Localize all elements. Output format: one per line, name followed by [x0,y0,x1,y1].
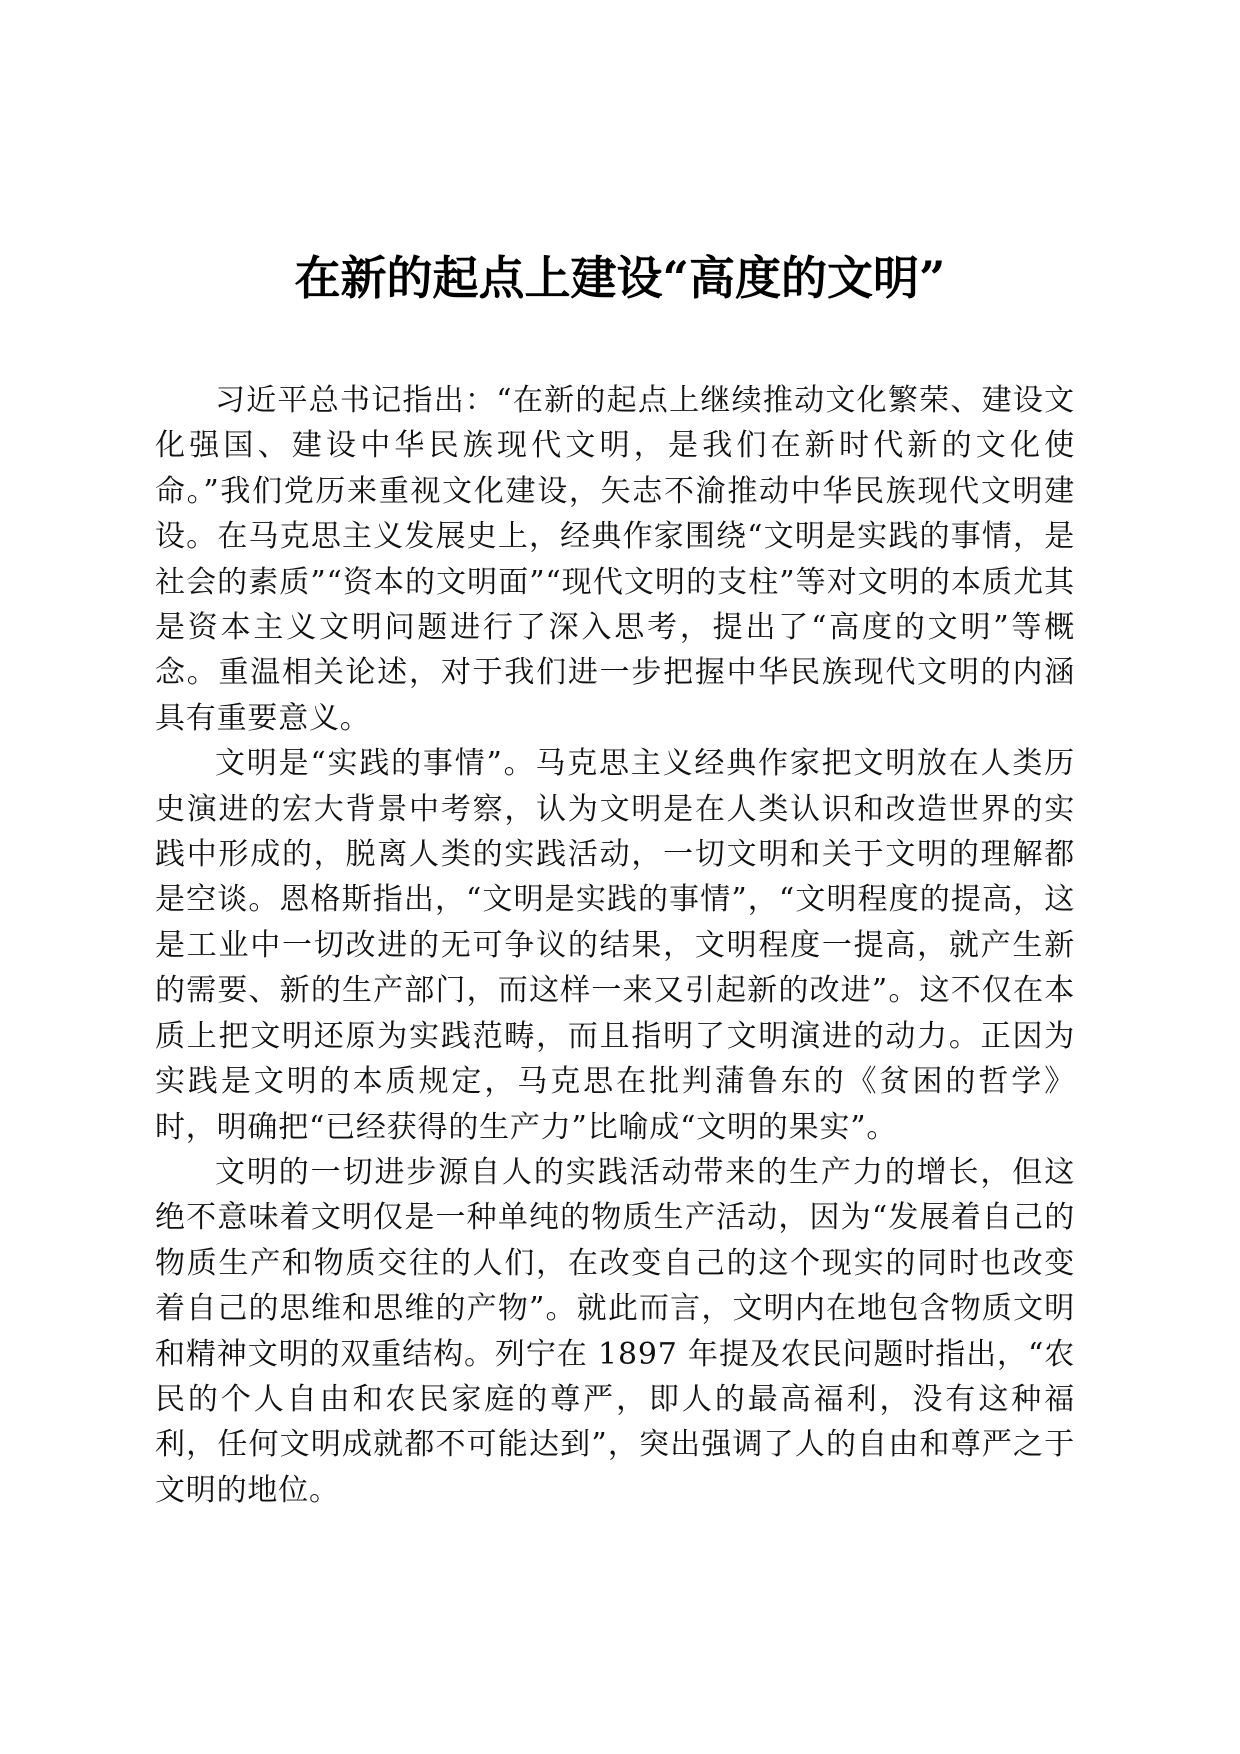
paragraph-2: 文明是“实践的事情”。马克思主义经典作家把文明放在人类历史演进的宏大背景中考察，认为文明是在人类认识和改造世界的实践中形成的，脱离人类的实践活动，一切文明和关于文明的理解都是空谈。恩格斯指出，“文明是实践的事情”，“文明程度的提高，这是工业中一切改进的无可争议的结果，文明程度一提高，就产生新的需要、新的生产部门，而这样一来又引起新的改进”。这不仅在本质上把文明还原为实践范畴，而且指明了文明演进的动力。正因为实践是文明的本质规定，马克思在批判蒲鲁东的《贫困的哲学》时，明确把“已经获得的生产力”比喻成“文明的果实”。 [155,746,1075,1145]
document-body [155,378,1075,1513]
document-title: 在新的起点上建设“高度的文明” [294,251,946,305]
paragraph-1: 习近平总书记指出：“在新的起点上继续推动文化繁荣、建设文化强国、建设中华民族现代文明，是我们在新时代新的文化使命。”我们党历来重视文化建设，矢志不渝推动中华民族现代文明建设。在马克思主义发展史上，经典作家围绕“文明是实践的事情，是社会的素质”“资本的文明面”“现代文明的支柱”等对文明的本质尤其是资本主义文明问题进行了深入思考，提出了“高度的文明”等概念。重温相关论述，对于我们进一步把握中华民族现代文明的内涵具有重要意义。 [155,383,1075,736]
paragraph-3: 文明的一切进步源自人的实践活动带来的生产力的增长，但这绝不意味着文明仅是一种单纯的物质生产活动，因为“发展着自己的物质生产和物质交往的人们，在改变自己的这个现实的同时也改变着自己的思维和思维的产物”。就此而言，文明内在地包含物质文明和精神文明的双重结构。列宁在 1897 年提及农民问题时指出，“农民的个人自由和农民家庭的尊严，即人的最高福利，没有这种福利，任何文明成就都不可能达到”，突出强调了人的自由和尊严之于文明的地位。 [155,1154,1075,1508]
